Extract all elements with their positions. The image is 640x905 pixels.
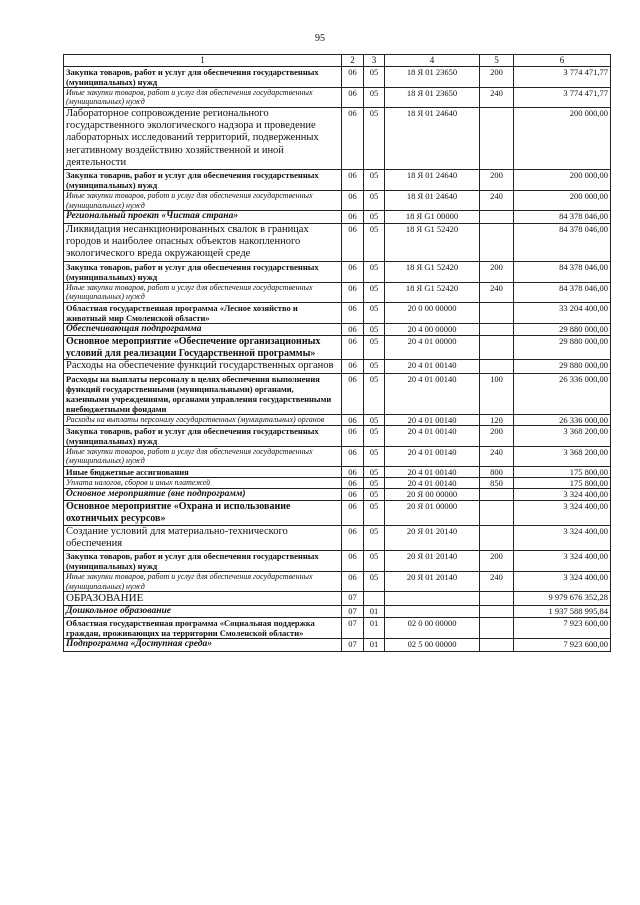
amount: 175 800,00 bbox=[514, 477, 611, 488]
item-name: ОБРАЗОВАНИЕ bbox=[64, 592, 342, 606]
target-article-code: 18 Я G1 00000 bbox=[385, 211, 480, 223]
section-code: 06 bbox=[342, 500, 364, 525]
expense-type-code bbox=[480, 107, 514, 170]
section-code: 06 bbox=[342, 551, 364, 572]
amount: 84 378 046,00 bbox=[514, 261, 611, 282]
amount: 3 324 400,00 bbox=[514, 488, 611, 500]
amount: 26 336 000,00 bbox=[514, 373, 611, 414]
subsection-code: 01 bbox=[364, 618, 385, 639]
expense-type-code bbox=[480, 618, 514, 639]
target-article-code: 20 4 01 00140 bbox=[385, 373, 480, 414]
table-row bbox=[64, 223, 611, 261]
table-row bbox=[64, 618, 611, 639]
expense-type-code: 200 bbox=[480, 425, 514, 446]
expense-type-code: 200 bbox=[480, 66, 514, 87]
expense-type-code: 850 bbox=[480, 477, 514, 488]
target-article-code: 20 Я 01 20140 bbox=[385, 551, 480, 572]
table-row bbox=[64, 282, 611, 302]
amount: 33 204 400,00 bbox=[514, 302, 611, 323]
section-code: 07 bbox=[342, 639, 364, 651]
expense-type-code: 200 bbox=[480, 261, 514, 282]
table-row bbox=[64, 525, 611, 551]
item-name: Иные бюджетные ассигнования bbox=[64, 466, 342, 477]
item-name: Иные закупки товаров, работ и услуг для обеспечения государственных (муниципальных) нужд bbox=[64, 87, 342, 107]
amount: 29 880 000,00 bbox=[514, 323, 611, 335]
section-code: 06 bbox=[342, 572, 364, 592]
expense-type-code bbox=[480, 223, 514, 261]
table-row bbox=[64, 323, 611, 335]
subsection-code: 05 bbox=[364, 500, 385, 525]
subsection-code: 01 bbox=[364, 606, 385, 618]
item-name: Уплата налогов, сборов и иных платежей bbox=[64, 477, 342, 488]
subsection-code: 05 bbox=[364, 66, 385, 87]
target-article-code: 20 Я 01 00000 bbox=[385, 500, 480, 525]
subsection-code: 05 bbox=[364, 170, 385, 191]
expense-type-code: 240 bbox=[480, 282, 514, 302]
section-code: 06 bbox=[342, 466, 364, 477]
section-code: 06 bbox=[342, 373, 364, 414]
expense-type-code bbox=[480, 606, 514, 618]
amount: 3 324 400,00 bbox=[514, 551, 611, 572]
expense-type-code: 200 bbox=[480, 551, 514, 572]
subsection-code: 05 bbox=[364, 360, 385, 373]
item-name: Региональный проект «Чистая страна» bbox=[64, 211, 342, 223]
target-article-code: 20 4 01 00140 bbox=[385, 414, 480, 425]
amount: 29 880 000,00 bbox=[514, 335, 611, 360]
amount: 26 336 000,00 bbox=[514, 414, 611, 425]
section-code: 06 bbox=[342, 211, 364, 223]
amount: 3 324 400,00 bbox=[514, 572, 611, 592]
section-code: 06 bbox=[342, 66, 364, 87]
target-article-code: 20 4 01 00140 bbox=[385, 466, 480, 477]
item-name: Подпрограмма «Доступная среда» bbox=[64, 639, 342, 651]
budget-table bbox=[63, 54, 611, 652]
target-article-code: 18 Я G1 52420 bbox=[385, 282, 480, 302]
expense-type-code: 240 bbox=[480, 572, 514, 592]
item-name: Закупка товаров, работ и услуг для обеспечения государственных (муниципальных) нужд bbox=[64, 425, 342, 446]
amount: 84 378 046,00 bbox=[514, 223, 611, 261]
item-name: Областная государственная программа «Лесное хозяйство и животный мир Смоленской области» bbox=[64, 302, 342, 323]
item-name: Основное мероприятие (вне подпрограмм) bbox=[64, 488, 342, 500]
item-name: Закупка товаров, работ и услуг для обеспечения государственных (муниципальных) нужд bbox=[64, 551, 342, 572]
item-name: Иные закупки товаров, работ и услуг для обеспечения государственных (муниципальных) нужд bbox=[64, 191, 342, 211]
table-row bbox=[64, 551, 611, 572]
item-name: Создание условий для материально-технического обеспечения bbox=[64, 525, 342, 551]
item-name: Ликвидация несанкционированных свалок в границах городов и наиболее опасных объектов накопленного экологического вреда окружающей среде bbox=[64, 223, 342, 261]
subsection-code bbox=[364, 592, 385, 606]
expense-type-code: 240 bbox=[480, 446, 514, 466]
amount: 3 774 471,77 bbox=[514, 87, 611, 107]
subsection-code: 05 bbox=[364, 302, 385, 323]
item-name: Закупка товаров, работ и услуг для обеспечения государственных (муниципальных) нужд bbox=[64, 170, 342, 191]
amount: 200 000,00 bbox=[514, 191, 611, 211]
budget-table-body bbox=[64, 55, 611, 652]
subsection-code: 05 bbox=[364, 572, 385, 592]
section-code: 06 bbox=[342, 170, 364, 191]
subsection-code: 01 bbox=[364, 639, 385, 651]
subsection-code: 05 bbox=[364, 261, 385, 282]
column-number-5: 5 bbox=[480, 55, 514, 67]
subsection-code: 05 bbox=[364, 282, 385, 302]
table-row bbox=[64, 66, 611, 87]
table-row bbox=[64, 500, 611, 525]
amount: 3 774 471,77 bbox=[514, 66, 611, 87]
expense-type-code: 240 bbox=[480, 87, 514, 107]
section-code: 06 bbox=[342, 87, 364, 107]
expense-type-code: 100 bbox=[480, 373, 514, 414]
table-row bbox=[64, 477, 611, 488]
expense-type-code bbox=[480, 500, 514, 525]
expense-type-code bbox=[480, 488, 514, 500]
subsection-code: 05 bbox=[364, 223, 385, 261]
page-number: 95 bbox=[315, 33, 325, 44]
item-name: Закупка товаров, работ и услуг для обеспечения государственных (муниципальных) нужд bbox=[64, 66, 342, 87]
item-name: Расходы на выплаты персоналу государственных (муниципальных) органов bbox=[64, 414, 342, 425]
amount: 84 378 046,00 bbox=[514, 211, 611, 223]
expense-type-code bbox=[480, 592, 514, 606]
column-number-6: 6 bbox=[514, 55, 611, 67]
item-name: Основное мероприятие «Охрана и использование охотничьих ресурсов» bbox=[64, 500, 342, 525]
subsection-code: 05 bbox=[364, 373, 385, 414]
table-row bbox=[64, 639, 611, 651]
section-code: 06 bbox=[342, 223, 364, 261]
table-row bbox=[64, 572, 611, 592]
column-number-4: 4 bbox=[385, 55, 480, 67]
section-code: 06 bbox=[342, 488, 364, 500]
subsection-code: 05 bbox=[364, 525, 385, 551]
amount: 1 937 588 995,84 bbox=[514, 606, 611, 618]
table-row bbox=[64, 107, 611, 170]
table-row bbox=[64, 414, 611, 425]
expense-type-code: 200 bbox=[480, 170, 514, 191]
item-name: Лабораторное сопровождение регионального государственного экологического надзора и проведение лабораторных исследований территорий, подверженных негативному воздействию хозяйственной и иной деятельности bbox=[64, 107, 342, 170]
item-name: Иные закупки товаров, работ и услуг для обеспечения государственных (муниципальных) нужд bbox=[64, 282, 342, 302]
section-code: 06 bbox=[342, 335, 364, 360]
target-article-code: 20 Я 01 20140 bbox=[385, 525, 480, 551]
table-row bbox=[64, 211, 611, 223]
target-article-code: 02 0 00 00000 bbox=[385, 618, 480, 639]
target-article-code: 18 Я 01 24640 bbox=[385, 107, 480, 170]
table-row bbox=[64, 466, 611, 477]
expense-type-code bbox=[480, 323, 514, 335]
subsection-code: 05 bbox=[364, 414, 385, 425]
expense-type-code bbox=[480, 525, 514, 551]
target-article-code: 18 Я 01 24640 bbox=[385, 170, 480, 191]
item-name: Дошкольное образование bbox=[64, 606, 342, 618]
section-code: 06 bbox=[342, 323, 364, 335]
item-name: Расходы на обеспечение функций государственных органов bbox=[64, 360, 342, 373]
subsection-code: 05 bbox=[364, 191, 385, 211]
target-article-code: 20 4 01 00140 bbox=[385, 425, 480, 446]
expense-type-code bbox=[480, 639, 514, 651]
target-article-code bbox=[385, 606, 480, 618]
item-name: Иные закупки товаров, работ и услуг для обеспечения государственных (муниципальных) нужд bbox=[64, 572, 342, 592]
target-article-code: 18 Я G1 52420 bbox=[385, 261, 480, 282]
section-code: 07 bbox=[342, 592, 364, 606]
item-name: Обеспечивающая подпрограмма bbox=[64, 323, 342, 335]
amount: 29 880 000,00 bbox=[514, 360, 611, 373]
target-article-code: 20 4 01 00140 bbox=[385, 360, 480, 373]
table-row bbox=[64, 488, 611, 500]
target-article-code: 20 0 00 00000 bbox=[385, 302, 480, 323]
table-row bbox=[64, 335, 611, 360]
subsection-code: 05 bbox=[364, 87, 385, 107]
target-article-code: 20 Я 01 20140 bbox=[385, 572, 480, 592]
subsection-code: 05 bbox=[364, 211, 385, 223]
amount: 9 979 676 352,28 bbox=[514, 592, 611, 606]
table-row bbox=[64, 446, 611, 466]
expense-type-code bbox=[480, 211, 514, 223]
section-code: 06 bbox=[342, 302, 364, 323]
amount: 3 324 400,00 bbox=[514, 525, 611, 551]
subsection-code: 05 bbox=[364, 466, 385, 477]
item-name: Основное мероприятие «Обеспечение организационных условий для реализации Государственной программы» bbox=[64, 335, 342, 360]
target-article-code: 02 5 00 00000 bbox=[385, 639, 480, 651]
amount: 3 324 400,00 bbox=[514, 500, 611, 525]
target-article-code: 18 Я 01 23650 bbox=[385, 87, 480, 107]
section-code: 06 bbox=[342, 191, 364, 211]
table-row bbox=[64, 191, 611, 211]
subsection-code: 05 bbox=[364, 107, 385, 170]
subsection-code: 05 bbox=[364, 477, 385, 488]
target-article-code: 20 4 01 00000 bbox=[385, 335, 480, 360]
amount: 200 000,00 bbox=[514, 170, 611, 191]
table-row bbox=[64, 360, 611, 373]
column-number-2: 2 bbox=[342, 55, 364, 67]
table-row bbox=[64, 87, 611, 107]
amount: 200 000,00 bbox=[514, 107, 611, 170]
subsection-code: 05 bbox=[364, 335, 385, 360]
expense-type-code bbox=[480, 360, 514, 373]
subsection-code: 05 bbox=[364, 551, 385, 572]
item-name: Расходы на выплаты персоналу в целях обеспечения выполнения функций государственными (муниципальными) органами, казенными учреждениями, органами управления государственными внебюджетными фондами bbox=[64, 373, 342, 414]
section-code: 06 bbox=[342, 525, 364, 551]
table-row bbox=[64, 425, 611, 446]
target-article-code: 18 Я 01 24640 bbox=[385, 191, 480, 211]
section-code: 06 bbox=[342, 107, 364, 170]
target-article-code: 20 4 01 00140 bbox=[385, 446, 480, 466]
column-number-3: 3 bbox=[364, 55, 385, 67]
table-row bbox=[64, 592, 611, 606]
section-code: 06 bbox=[342, 282, 364, 302]
expense-type-code bbox=[480, 335, 514, 360]
amount: 7 923 600,00 bbox=[514, 618, 611, 639]
expense-type-code bbox=[480, 302, 514, 323]
target-article-code: 18 Я 01 23650 bbox=[385, 66, 480, 87]
expense-type-code: 120 bbox=[480, 414, 514, 425]
target-article-code: 20 Я 00 00000 bbox=[385, 488, 480, 500]
column-number-row bbox=[64, 55, 611, 67]
column-number-1: 1 bbox=[64, 55, 342, 67]
table-row bbox=[64, 373, 611, 414]
section-code: 06 bbox=[342, 414, 364, 425]
subsection-code: 05 bbox=[364, 323, 385, 335]
item-name: Закупка товаров, работ и услуг для обеспечения государственных (муниципальных) нужд bbox=[64, 261, 342, 282]
table-row bbox=[64, 170, 611, 191]
section-code: 06 bbox=[342, 360, 364, 373]
item-name: Областная государственная программа «Социальная поддержка граждан, проживающих на территории Смоленской области» bbox=[64, 618, 342, 639]
expense-type-code: 240 bbox=[480, 191, 514, 211]
section-code: 06 bbox=[342, 425, 364, 446]
section-code: 06 bbox=[342, 446, 364, 466]
section-code: 07 bbox=[342, 606, 364, 618]
subsection-code: 05 bbox=[364, 446, 385, 466]
subsection-code: 05 bbox=[364, 488, 385, 500]
section-code: 06 bbox=[342, 261, 364, 282]
subsection-code: 05 bbox=[364, 425, 385, 446]
target-article-code: 18 Я G1 52420 bbox=[385, 223, 480, 261]
table-row bbox=[64, 261, 611, 282]
target-article-code: 20 4 00 00000 bbox=[385, 323, 480, 335]
table-row bbox=[64, 606, 611, 618]
target-article-code: 20 4 01 00140 bbox=[385, 477, 480, 488]
target-article-code bbox=[385, 592, 480, 606]
amount: 3 368 200,00 bbox=[514, 425, 611, 446]
amount: 175 800,00 bbox=[514, 466, 611, 477]
section-code: 06 bbox=[342, 477, 364, 488]
amount: 84 378 046,00 bbox=[514, 282, 611, 302]
amount: 3 368 200,00 bbox=[514, 446, 611, 466]
amount: 7 923 600,00 bbox=[514, 639, 611, 651]
section-code: 07 bbox=[342, 618, 364, 639]
table-row bbox=[64, 302, 611, 323]
item-name: Иные закупки товаров, работ и услуг для обеспечения государственных (муниципальных) нужд bbox=[64, 446, 342, 466]
expense-type-code: 800 bbox=[480, 466, 514, 477]
